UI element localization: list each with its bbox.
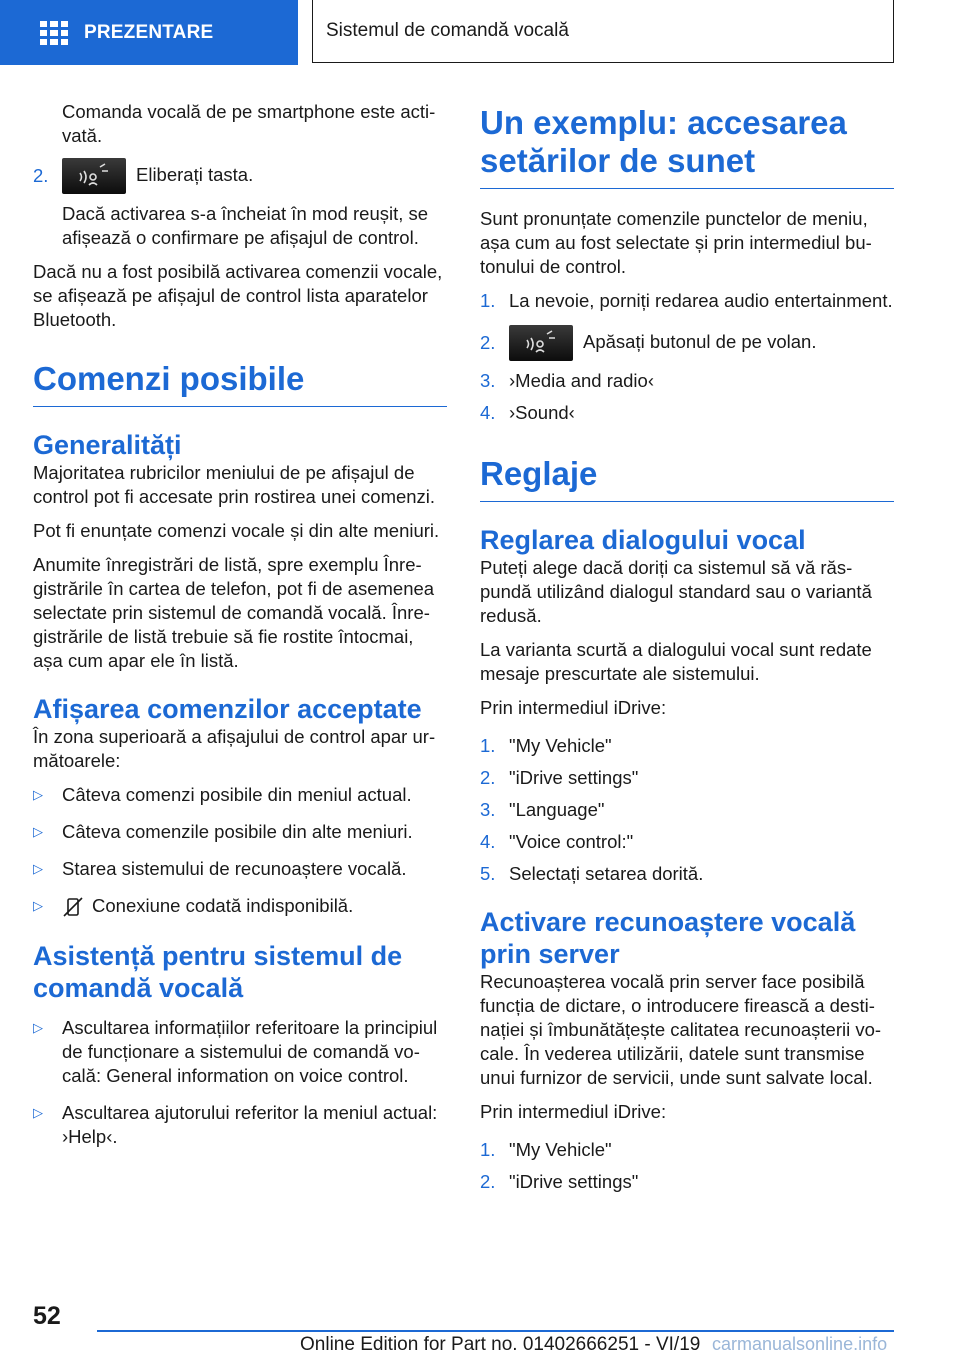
heading-settings: Reglaje (480, 455, 894, 502)
step-item: 3. ›Media and radio‹ (480, 370, 654, 391)
step-item: 1. "My Vehicle" (480, 1139, 612, 1160)
step-item: 2. "iDrive settings" (480, 767, 639, 788)
section-tab[interactable] (0, 0, 298, 65)
watermark: carmanualsonline.info (712, 1334, 888, 1354)
heading-server: Activare recunoaștere vocală prin server (480, 907, 856, 969)
encryption-unavailable-icon (62, 896, 84, 918)
bullet-icon: ▷ (33, 1020, 43, 1036)
bullet-icon: ▷ (33, 898, 43, 913)
paragraph: Prin intermediul iDrive: (480, 697, 667, 718)
footer-edition: Online Edition for Part no. 01402666251 - VI/19 (300, 1334, 701, 1355)
left-column (33, 100, 447, 1162)
paragraph: La varianta scurtă a dialogului vocal sunt redate mesaje prescurtate ale sistemului. (480, 639, 872, 684)
paragraph: Anumite înregistrări de listă, spre exemplu Înregistrările în cartea de telefon, pot fi de asemenea selectate prin sistemul de comandă vocală. Înregistrările de listă trebuie să fie rostite întocmai, așa cum apar ele în listă. (33, 554, 435, 671)
page-number: 52 (33, 1302, 61, 1330)
list-item: ▷ Conexiune codată indisponibilă. (33, 894, 447, 918)
step-item: 2. Apăsați butonul de pe volan. (480, 325, 894, 361)
step-item: 4. "Voice control:" (480, 831, 634, 852)
step-item: 2. "iDrive settings" (480, 1171, 639, 1192)
paragraph: Dacă activarea s-a încheiat în mod reușit, se afișează o confirmare pe afișajul de control. (62, 203, 429, 248)
bullet-icon: ▷ (33, 787, 43, 802)
footer-divider (97, 1330, 894, 1332)
voice-button-icon (509, 325, 573, 361)
step-text: Eliberați tasta. (136, 163, 254, 185)
step-item: 4. ›Sound‹ (480, 402, 575, 423)
paragraph: Puteți alege dacă doriți ca sistemul să vă răspundă utilizând dialogul standard sau o variantă redusă. (480, 557, 872, 626)
heading-display-commands: Afișarea comenzilor acceptate (33, 694, 422, 724)
chapter-title-text: Sistemul de comandă vocală (326, 20, 569, 41)
menu-grid-icon (40, 21, 68, 45)
bullet-icon: ▷ (33, 861, 43, 876)
chapter-title (312, 0, 894, 63)
step-item: 1. La nevoie, porniți redarea audio entertainment. (480, 290, 893, 311)
heading-possible-commands: Comenzi posibile (33, 360, 447, 407)
heading-general: Generalități (33, 430, 182, 460)
step-item: 5. Selectați setarea dorită. (480, 863, 704, 884)
step-item: 3. "Language" (480, 799, 605, 820)
paragraph: Recunoașterea vocală prin server face posibilă funcția de dictare, o introducere firească a destinației și îmbunătățește calitatea recunoașterii vocale. În vederea utilizării, datele sunt transmise unui furnizor de servicii, unde sunt salvate local. (480, 971, 882, 1088)
list-item: ▷ Câteva comenzile posibile din alte meniuri. (33, 821, 413, 842)
list-item: ▷ Starea sistemului de recunoaștere vocală. (33, 858, 407, 879)
paragraph: În zona superioară a afișajului de control apar următoarele: (33, 726, 436, 771)
step-number: 2. (33, 165, 49, 186)
step-item (33, 158, 447, 194)
list-item: ▷ Ascultarea ajutorului referitor la meniul actual: ›Help‹. (33, 1102, 438, 1148)
paragraph: Prin intermediul iDrive: (480, 1101, 667, 1122)
step-item: 1. "My Vehicle" (480, 735, 612, 756)
section-label: PREZENTARE (84, 21, 214, 43)
paragraph: Pot fi enunțate comenzi vocale și din alte meniuri. (33, 520, 440, 541)
paragraph: Sunt pronunțate comenzile punctelor de meniu, așa cum au fost selectate și prin intermediul butonului de control. (480, 208, 872, 277)
heading-example: Un exemplu: accesarea setărilor de sunet (480, 104, 894, 189)
paragraph: Majoritatea rubricilor meniului de pe afișajul de control pot fi accesate prin rostirea unei comenzi. (33, 462, 436, 507)
list-item: ▷ Câteva comenzi posibile din meniul actual. (33, 784, 412, 805)
heading-dialog: Reglarea dialogului vocal (480, 525, 806, 555)
heading-assist: Asistență pentru sistemul de comandă vocală (33, 941, 403, 1004)
voice-button-icon (62, 158, 126, 194)
paragraph: Comanda vocală de pe smartphone este activată. (62, 101, 436, 146)
list-item: ▷ Ascultarea informațiilor referitoare la principiul de funcționare a sistemului de comandă vocală: General information on voice control. (33, 1017, 438, 1087)
bullet-icon: ▷ (33, 1105, 43, 1121)
right-column (480, 104, 894, 1202)
paragraph: Dacă nu a fost posibilă activarea comenzii vocale, se afișează pe afișajul de control lista aparatelor Bluetooth. (33, 261, 443, 330)
bullet-icon: ▷ (33, 824, 43, 839)
